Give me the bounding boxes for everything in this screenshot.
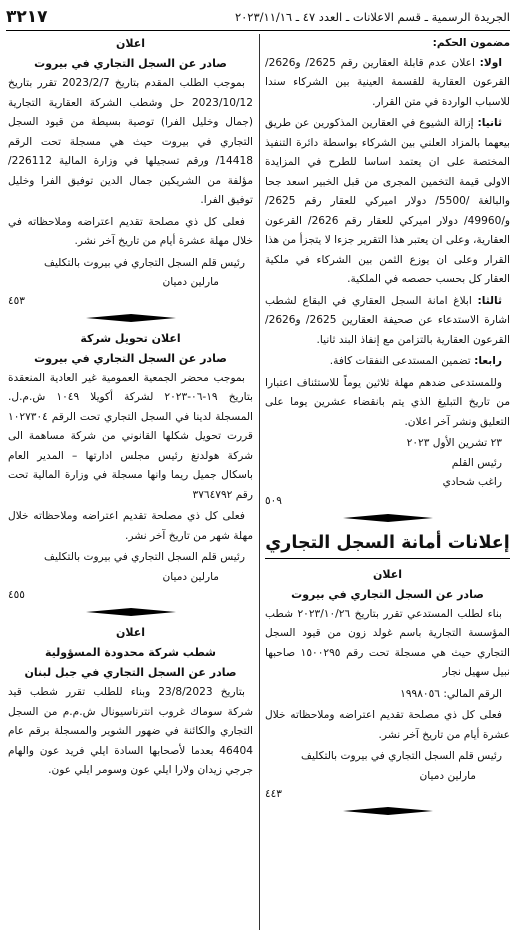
page-header: [6, 6, 510, 28]
ad3-title: اعلان: [115, 626, 146, 639]
ad2-number: ٤٥٥: [8, 589, 25, 601]
page-number: ٣٢١٧: [6, 7, 48, 27]
ad1-objection: فعلى كل ذي مصلحة تقديم اعتراضه وملاحظاته في خلال مهلة عشرة أيام من تاريخ آخر نشر.: [8, 215, 253, 247]
separator-ornament: [8, 607, 253, 617]
ad-body: بناء لطلب المستدعي تقرر بتاريخ ٢٠٢٣/١٠/٢٦ شطب المؤسسة التجارية باسم غولد زون من قيود السجل التجاري حيث هي مسجلة تحت رقم ١٥٠٠٢٩٥ صاحبها نبيل سهيل نجار: [265, 607, 510, 678]
ad-signer-name: مارلين دميان: [419, 769, 476, 782]
ad3-body: بتاريخ 23/8/2023 وبناء للطلب تقرر شطب قيد شركة سوماك غروب انترناسيونال ش.م.م من السجل التجاري والكائنة في ضهور الشوير والمسجلة برقم عام 46404 بعدما لأصحابها السادة ايلي فريد عون والهام جرجي زيدان ولارا ايلي عون وسومر ايلي عون.: [8, 686, 253, 776]
ad2-objection: فعلى كل ذي مصلحة تقديم اعتراضه وملاحظاته خلال مهلة شهر من تاريخ آخر نشر.: [8, 510, 253, 542]
ad1-signer-name: مارلين دميان: [162, 276, 219, 288]
signer-name: راغب شحادي: [442, 476, 502, 488]
notice-number: ٥٠٩: [265, 494, 282, 507]
section-banner: إعلانات أمانة السجل التجاري: [265, 529, 510, 559]
judgment-item-1: اولا: اعلان عدم قابلة العقارين رقم 2625/ و2626/ القرعون العقارية للقسمة العينية بين الشركاء سندا للاسباب الواردة في متن القرار.: [265, 56, 510, 108]
judgment-item-3: ثالثا: ابلاغ امانة السجل العقاري في البقاع لشطب اشارة الاستدعاء عن صحيفة العقارين 2625/ و2626/ القرعون العقارية بالتزامن مع إنفاذ البند ثانيا.: [265, 294, 510, 346]
ad-title: اعلان: [372, 567, 403, 581]
left-column: [8, 34, 253, 783]
ad2-body: بموجب محضر الجمعية العمومية غير العادية المنعقدة بتاريخ ١٩-٠٦-٢٠٢٣ لشركة أكويلا ١٠٤٩ ش.م.ل. المسجلة لدينا في السجل التجاري تحت الرقم ١٠٢٧٣٠٤ قررت تحويل شكلها القانوني من شركة مساهمة الى شركة هولدنغ رئيس مجلس ادارتها – المدير العام باسكال جميل ريما وانها مسجلة في وزارة المالية تحت رقم ٣٧٦٤٧٩٢: [8, 371, 253, 501]
ad-signer: رئيس قلم السجل التجاري في بيروت بالتكليف: [300, 750, 502, 762]
ad2-signer: رئيس قلم السجل التجاري في بيروت بالتكليف: [43, 551, 245, 563]
appeal-notice: وللمستدعى ضدهم مهلة ثلاثين يوماً للاستئناف اعتبارا من تاريخ التبليغ الذي يتم بانقضاء عشرين يوما على التعليق ونشر آخر اعلان.: [265, 376, 510, 428]
ad2-signer-name: مارلين دميان: [162, 570, 219, 583]
ad2-issuer: صادر عن السجل التجاري في بيروت: [34, 351, 227, 365]
ad-objection: فعلى كل ذي مصلحة تقديم اعتراضه وملاحظاته خلال عشرة أيام من تاريخ آخر نشر.: [265, 709, 510, 741]
ad-issuer: صادر عن السجل التجاري في بيروت: [291, 587, 484, 601]
ad-number: ٤٤٣: [265, 788, 282, 800]
judgment-item-2: ثانيا: إزالة الشيوع في العقارين المذكورين عن طريق بيعهما بالمزاد العلني بين الشركاء بواسطة دائرة التنفيذ المختصة على ان يعتمد اساسا للطرح في المزايدة الاولى قيمة التخمين المجرى من قبل الخبير اسعد جحا والبالغة /5500/ دولار اميركي للعقار رقم 2625/ و/49960/ دولار اميركي للعقار رقم 2626/ القرعون العقارية، وعلى ان يعتبر هذا التقرير جزءا لا يتجزأ من هذا القرار وعلى ان يوزع الثمن بين الشركاء في ملكية العقار كل بحسب حصصه في الملكية.: [265, 117, 510, 285]
ad1-number: ٤٥٣: [8, 294, 25, 307]
ad3-issuer: صادر عن السجل التجاري في جبل لبنان: [24, 666, 237, 679]
running-header: الجريدة الرسمية ـ قسم الاعلانات ـ العدد ٤٧ ـ ٢٠٢٣/١١/١٦: [234, 10, 510, 24]
ad-capital-number: الرقم المالي: ١٩٩٨٠٥٦: [400, 687, 502, 700]
judgment-item-4: رابعا: تضمين المستدعى النفقات كافة.: [329, 355, 502, 367]
ad1-body: بموجب الطلب المقدم بتاريخ 2023/2/7 تقرر بتاريخ 2023/10/12 حل وشطب الشركة العقارية التجارية (جمال وخليل الفرا) توصية بسيطة من قيود السجل التجاري في بيروت حيث هي مسجلة تحت الرقم 14418/ ورقم تسجيلها في وزارة المالية 226112/ مؤلفة من الشريكين جمال الدين توفيق الفرا وخليل توفيق الفرا.: [8, 77, 253, 206]
judgment-heading: مضمون الحكم:: [432, 37, 510, 49]
signer-title: رئيس القلم: [451, 456, 502, 469]
ad1-issuer: صادر عن السجل التجاري في بيروت: [34, 57, 227, 70]
column-divider: [259, 34, 260, 930]
right-column: [265, 34, 510, 822]
separator-ornament: [265, 513, 510, 523]
separator-ornament: [8, 313, 253, 323]
ad2-title: اعلان تحويل شركة: [80, 331, 181, 345]
ad1-signer: رئيس قلم السجل التجاري في بيروت بالتكليف: [43, 256, 245, 269]
separator-ornament: [265, 806, 510, 816]
ad3-subject: شطب شركة محدودة المسؤولية: [45, 646, 216, 659]
judgment-date: ٢٣ تشرين الأول ٢٠٢٣: [406, 437, 502, 449]
ad1-title: اعلان: [115, 37, 146, 50]
header-rule: [6, 30, 510, 31]
